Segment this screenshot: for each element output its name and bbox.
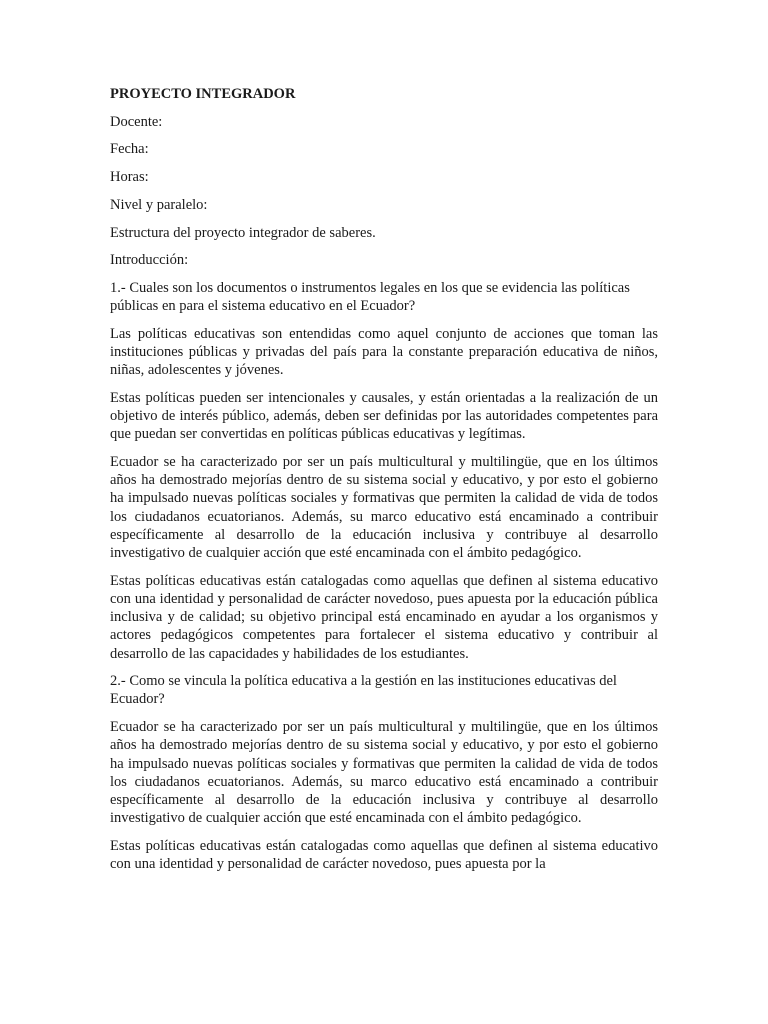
field-introduccion: Introducción: — [110, 252, 189, 269]
answer-2-paragraph-2: Estas políticas educativas están catalogadas como aquellas que definen al sistema educativo con una identidad y personalidad de carácter novedoso, pues apuesta por la — [110, 837, 658, 873]
answer-1-paragraph-2: Estas políticas pueden ser intencionales y causales, y están orientadas a la realización de un objetivo de interés público, además, deben ser definidas por las autoridades competentes para que puedan ser convertidas en políticas públicas educativas y legítimas. — [110, 389, 658, 443]
field-docente: Docente: — [110, 113, 163, 130]
question-1: 1.- Cuales son los documentos o instrumentos legales en los que se evidencia las políticas públicas en para el sistema educativo en el Ecuador? — [110, 279, 630, 315]
field-nivel-paralelo: Nivel y paralelo: — [110, 196, 208, 213]
field-horas: Horas: — [110, 169, 149, 186]
field-fecha: Fecha: — [110, 141, 149, 158]
answer-2-paragraph-1: Ecuador se ha caracterizado por ser un país multicultural y multilingüe, que en los últimos años ha demostrado mejorías dentro de su sistema social y educativo, y por esto el gobierno ha impulsado nuevas políticas sociales y formativas que permiten la calidad de vida de todos los ciudadanos ecuatorianos. Además, su marco educativo está encaminado a contribuir específicamente al desarrollo de la educación inclusiva y contribuye al desarrollo investigativo de cualquier acción que esté encaminada con el ámbito pedagógico. — [110, 719, 658, 827]
field-estructura: Estructura del proyecto integrador de saberes. — [110, 224, 376, 241]
answer-1-paragraph-1: Las políticas educativas son entendidas como aquel conjunto de acciones que toman las instituciones públicas y privadas del país para la constante preparación educativa de niños, niñas, adolescentes y jóvenes. — [110, 325, 658, 379]
answer-1-paragraph-3: Ecuador se ha caracterizado por ser un país multicultural y multilingüe, que en los últimos años ha demostrado mejorías dentro de su sistema social y educativo, y por esto el gobierno ha impulsado nuevas políticas sociales y formativas que permiten la calidad de vida de todos los ciudadanos ecuatorianos. Además, su marco educativo está encaminado a contribuir específicamente al desarrollo de la educación inclusiva y contribuye al desarrollo investigativo de cualquier acción que esté encaminada con el ámbito pedagógico. — [110, 454, 658, 562]
answer-1-paragraph-4: Estas políticas educativas están catalogadas como aquellas que definen al sistema educativo con una identidad y personalidad de carácter novedoso, pues apuesta por la educación pública inclusiva y de calidad; su objetivo principal está encaminado en ayudar a los organismos y actores pedagógicos competentes para fortalecer el sistema educativo y contribuir al desarrollo de las capacidades y habilidades de los estudiantes. — [110, 572, 658, 662]
document-body — [110, 85, 658, 883]
document-title: PROYECTO INTEGRADOR — [110, 86, 296, 102]
question-2: 2.- Como se vincula la política educativa a la gestión en las instituciones educativas del Ecuador? — [110, 673, 617, 708]
